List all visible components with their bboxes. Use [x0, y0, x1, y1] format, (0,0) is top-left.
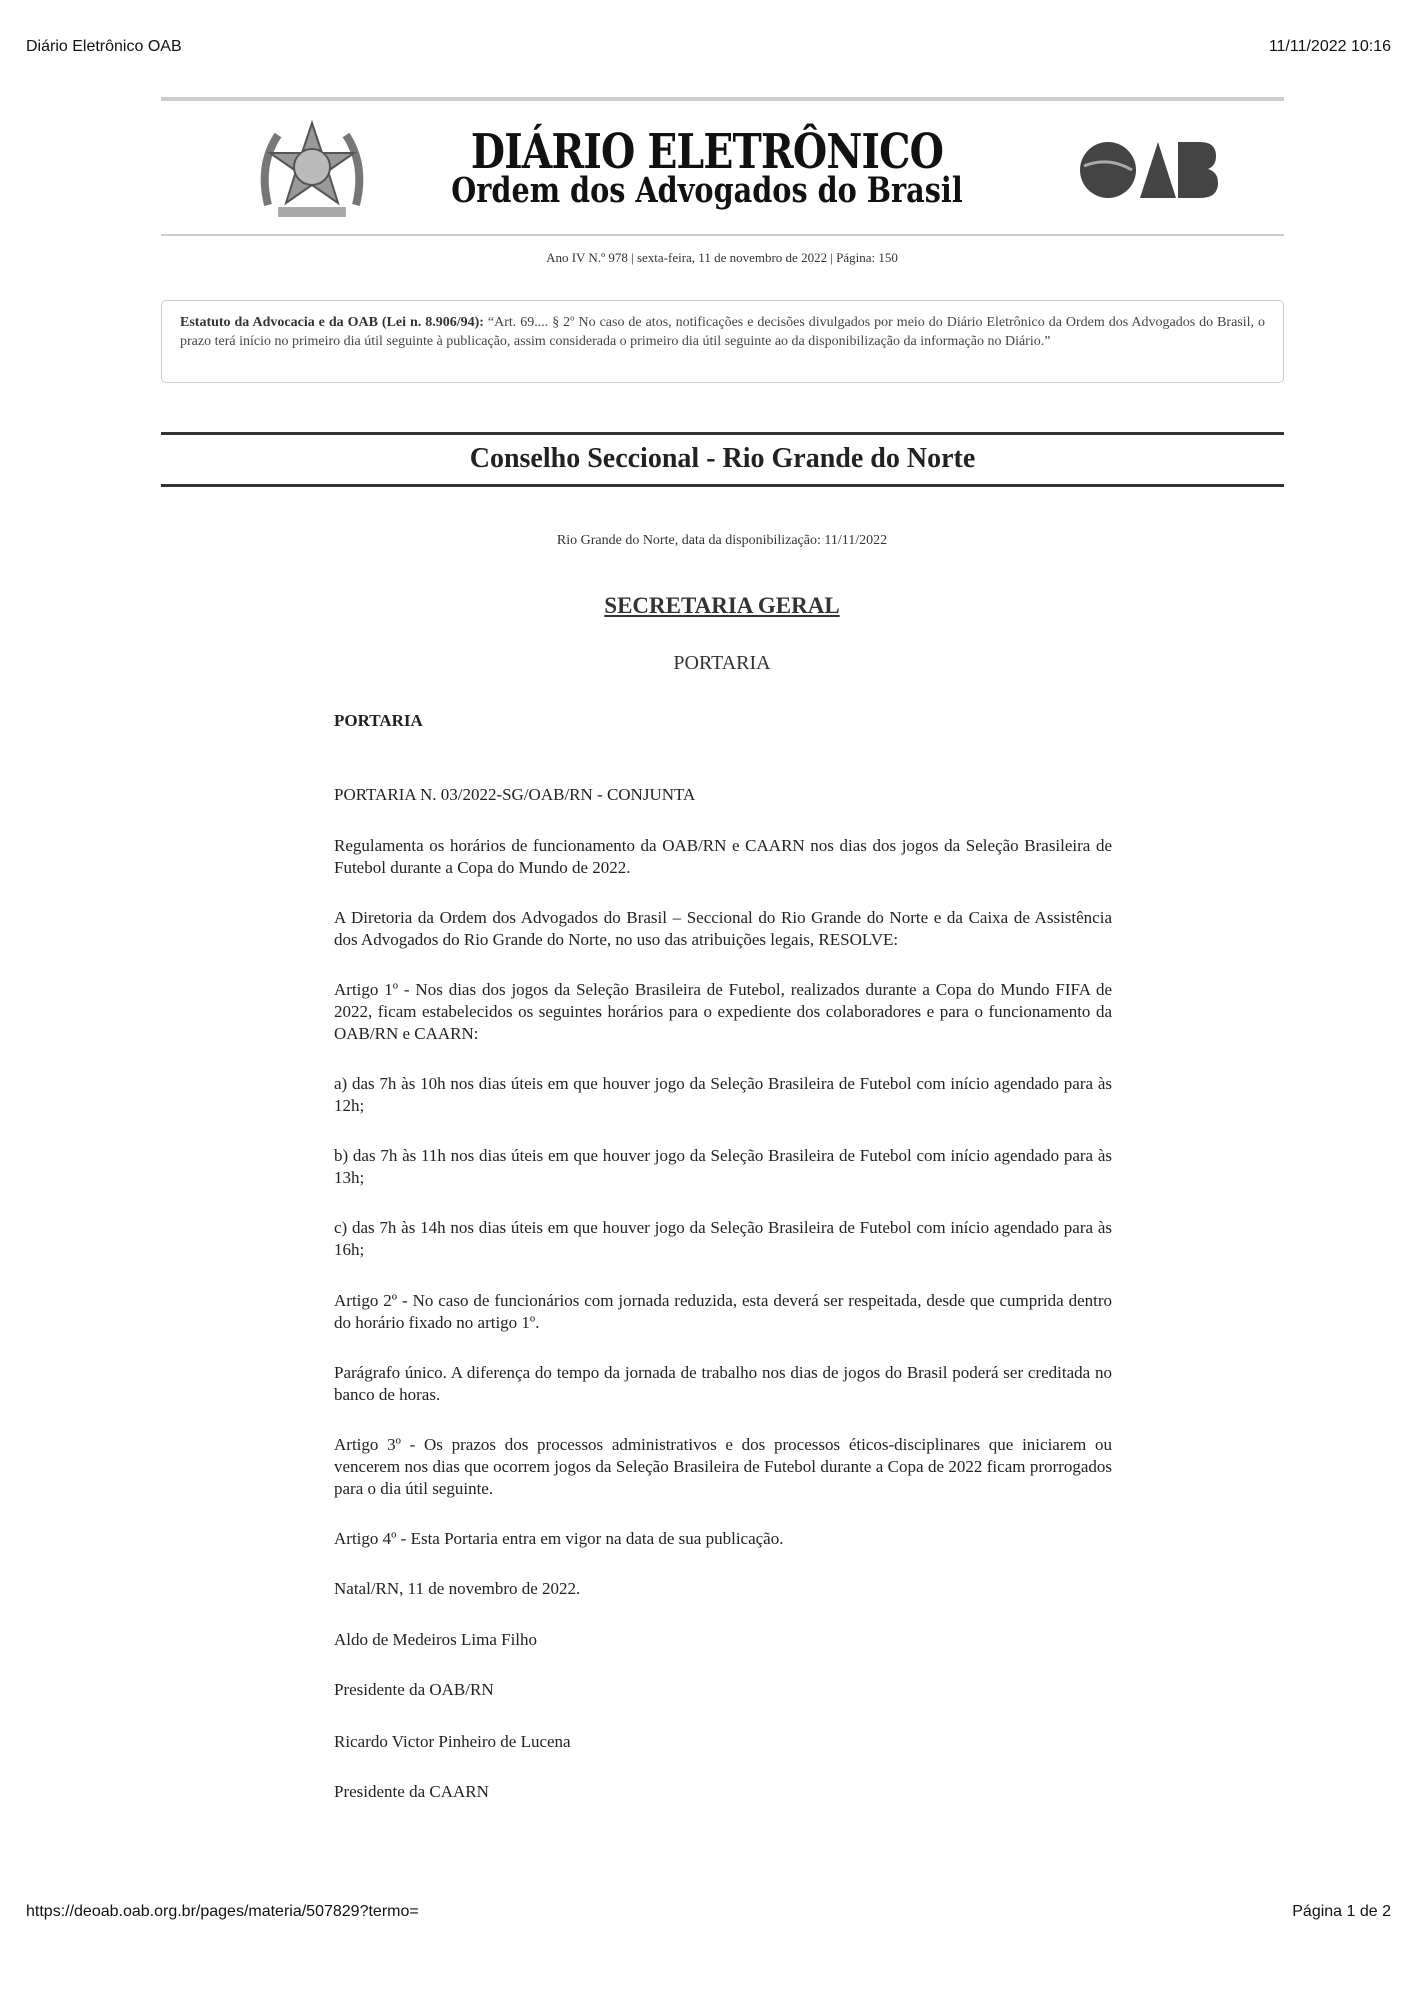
document-heading: PORTARIA	[334, 711, 423, 730]
top-divider	[161, 97, 1284, 101]
department-title: SECRETARIA GERAL	[604, 593, 840, 618]
signatory-1-title: Presidente da OAB/RN	[334, 1680, 494, 1699]
masthead-title: DIÁRIO ELETRÔNICO	[470, 124, 944, 180]
paragraph-artigo-4: Artigo 4º - Esta Portaria entra em vigor na data de sua publicação.	[334, 1529, 784, 1548]
section-top-rule	[161, 432, 1284, 435]
oab-logo	[1078, 140, 1218, 200]
signatory-1-name: Aldo de Medeiros Lima Filho	[334, 1630, 538, 1649]
paragraph-ementa: Regulamenta os horários de funcionamento da OAB/RN e CAARN nos dias dos jogos da Seleção Brasileira de Futebol durante a Copa do Mundo de 2022.	[334, 836, 1112, 877]
signatory-2-title: Presidente da CAARN	[334, 1782, 489, 1801]
document-type: PORTARIA	[673, 652, 771, 674]
paragraph-artigo-2: Artigo 2º - No caso de funcionários com jornada reduzida, esta deverá ser respeitada, desde que cumprida dentro do horário fixado no artigo 1º.	[334, 1291, 1112, 1332]
legal-notice-label: Estatuto da Advocacia e da OAB (Lei n. 8.906/94):	[180, 315, 484, 330]
masthead-subtitle: Ordem dos Advogados do Brasil	[451, 170, 963, 211]
section-title: Conselho Seccional - Rio Grande do Norte	[469, 443, 976, 474]
header-divider	[161, 234, 1284, 236]
paragraph-artigo-3: Artigo 3º - Os prazos dos processos administrativos e dos processos éticos-disciplinares que iniciarem ou vencerem nos dias que ocorrem jogos da Seleção Brasileira de Futebol durante a Copa de 2022 ficam prorrogados para o dia útil seguinte.	[334, 1435, 1112, 1498]
availability-date: Rio Grande do Norte, data da disponibilização: 11/11/2022	[556, 533, 888, 548]
issue-info: Ano IV N.º 978 | sexta-feira, 11 de novembro de 2022 | Página: 150	[546, 250, 898, 265]
section-bottom-rule	[161, 484, 1284, 487]
print-header-datetime: 11/11/2022 10:16	[1268, 38, 1391, 55]
print-footer-url: https://deoab.oab.org.br/pages/materia/507829?termo=	[26, 1903, 419, 1920]
legal-notice-box	[161, 300, 1284, 383]
paragraph-artigo-1: Artigo 1º - Nos dias dos jogos da Seleção Brasileira de Futebol, realizados durante a Copa do Mundo FIFA de 2022, ficam estabelecidos os seguintes horários para o expediente dos colaboradores e para o funcionamento da OAB/RN e CAARN:	[334, 980, 1112, 1043]
print-footer-page: Página 1 de 2	[1292, 1903, 1391, 1920]
print-header-title: Diário Eletrônico OAB	[26, 38, 182, 55]
paragraph-item-b: b) das 7h às 11h nos dias úteis em que houver jogo da Seleção Brasileira de Futebol com início agendado para às 13h;	[334, 1146, 1112, 1187]
paragraph-unico: Parágrafo único. A diferença do tempo da jornada de trabalho nos dias de jogos do Brasil poderá ser creditada no banco de horas.	[334, 1363, 1112, 1404]
paragraph-preamble: A Diretoria da Ordem dos Advogados do Brasil – Seccional do Rio Grande do Norte e da Caixa de Assistência dos Advogados do Rio Grande do Norte, no uso das atribuições legais, RESOLVE:	[334, 908, 1112, 949]
place-date: Natal/RN, 11 de novembro de 2022.	[334, 1579, 581, 1598]
legal-notice-text: “Art. 69.... § 2º No caso de atos, notificações e decisões divulgados por meio do Diário Eletrônico da Ordem dos Advogados do Brasil, o prazo terá início no primeiro dia útil seguinte à publicação, assim considerada o primeiro dia útil seguinte ao da disponibilização da informação no Diário.”	[180, 315, 1265, 349]
paragraph-item-c: c) das 7h às 14h nos dias úteis em que houver jogo da Seleção Brasileira de Futebol com início agendado para às 16h;	[334, 1218, 1112, 1259]
paragraph-item-a: a) das 7h às 10h nos dias úteis em que houver jogo da Seleção Brasileira de Futebol com início agendado para às 12h;	[334, 1074, 1112, 1115]
portaria-number: PORTARIA N. 03/2022-SG/OAB/RN - CONJUNTA	[334, 785, 696, 804]
signatory-2-name: Ricardo Victor Pinheiro de Lucena	[334, 1732, 571, 1751]
